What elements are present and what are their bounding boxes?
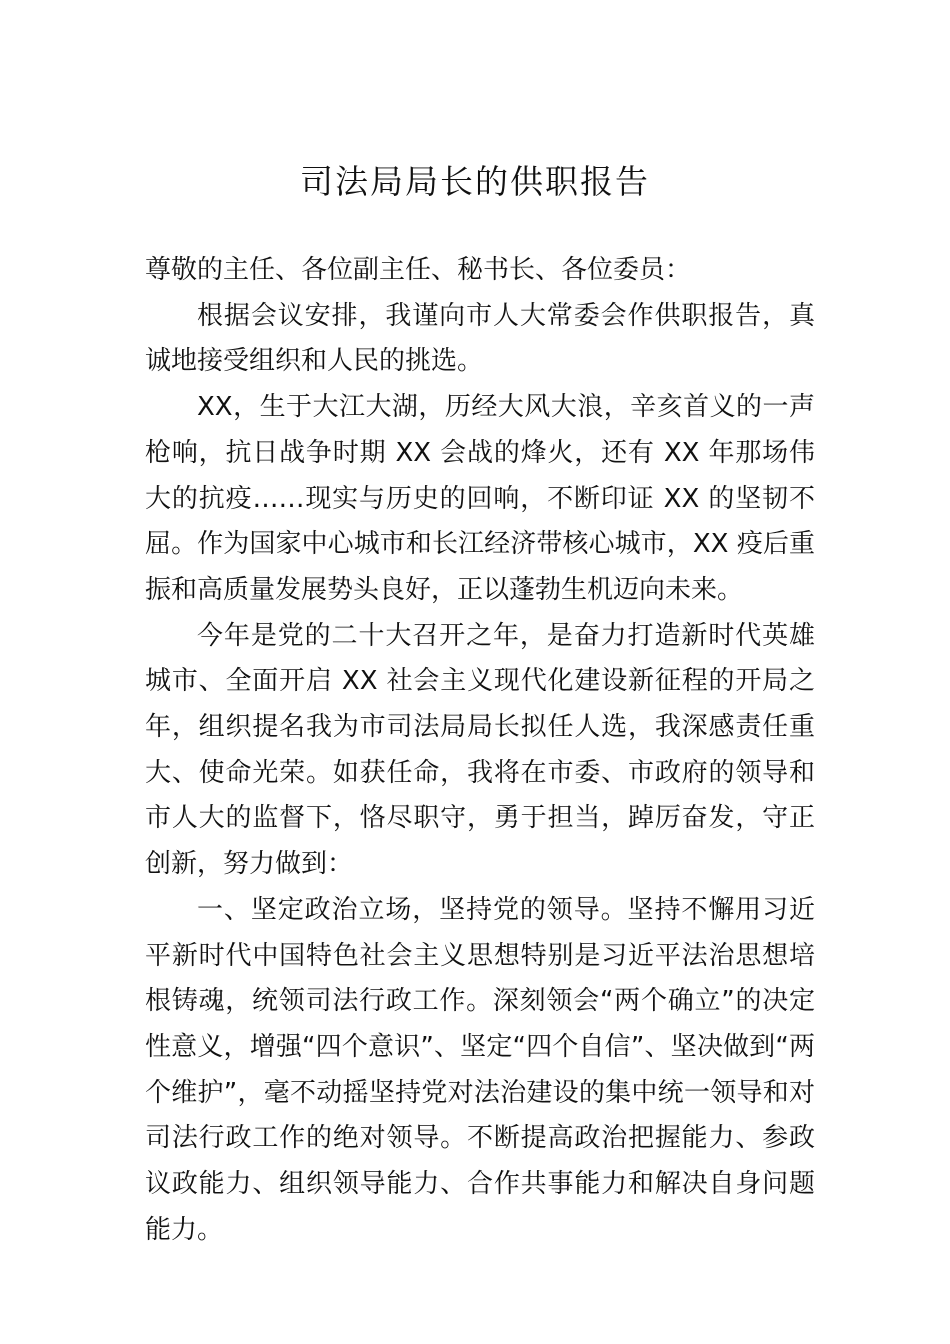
document-title: 司法局局长的供职报告 xyxy=(300,162,650,201)
paragraph-4: 一、坚定政治立场，坚持党的领导。坚持不懈用习近平新时代中国特色社会主义思想特别是习近平法治思想培根铸魂，统领司法行政工作。深刻领会“两个确立”的决定性意义，增强“四个意识”、坚定“四个自信”、坚决做到“两个维护”，毫不动摇坚持党对法治建设的集中统一领导和对司法行政工作的绝对领导。不断提高政治把握能力、参政议政能力、组织领导能力、合作共事能力和解决自身问题能力。 xyxy=(145,894,815,1245)
salutation: 尊敬的主任、各位副主任、秘书长、各位委员： xyxy=(145,255,692,285)
paragraph-3: 今年是党的二十大召开之年，是奋力打造新时代英雄城市、全面开启 XX 社会主义现代化建设新征程的开局之年，组织提名我为市司法局局长拟任人选，我深感责任重大、使命光荣。如获任命，我将在市委、市政府的领导和市人大的监督下，恪尽职守，勇于担当，踔厉奋发，守正创新，努力做到： xyxy=(145,620,815,880)
paragraph-2: XX，生于大江大湖，历经大风大浪，辛亥首义的一声枪响，抗日战争时期 XX 会战的烽火，还有 XX 年那场伟大的抗疫……现实与历史的回响，不断印证 XX 的坚韧不屈。作为国家中心城市和长江经济带核心城市，XX 疫后重振和高质量发展势头良好，正以蓬勃生机迈向未来。 xyxy=(145,392,815,605)
document-body xyxy=(145,248,815,1253)
paragraph-1: 根据会议安排，我谨向市人大常委会作供职报告，真诚地接受组织和人民的挑选。 xyxy=(145,300,815,377)
